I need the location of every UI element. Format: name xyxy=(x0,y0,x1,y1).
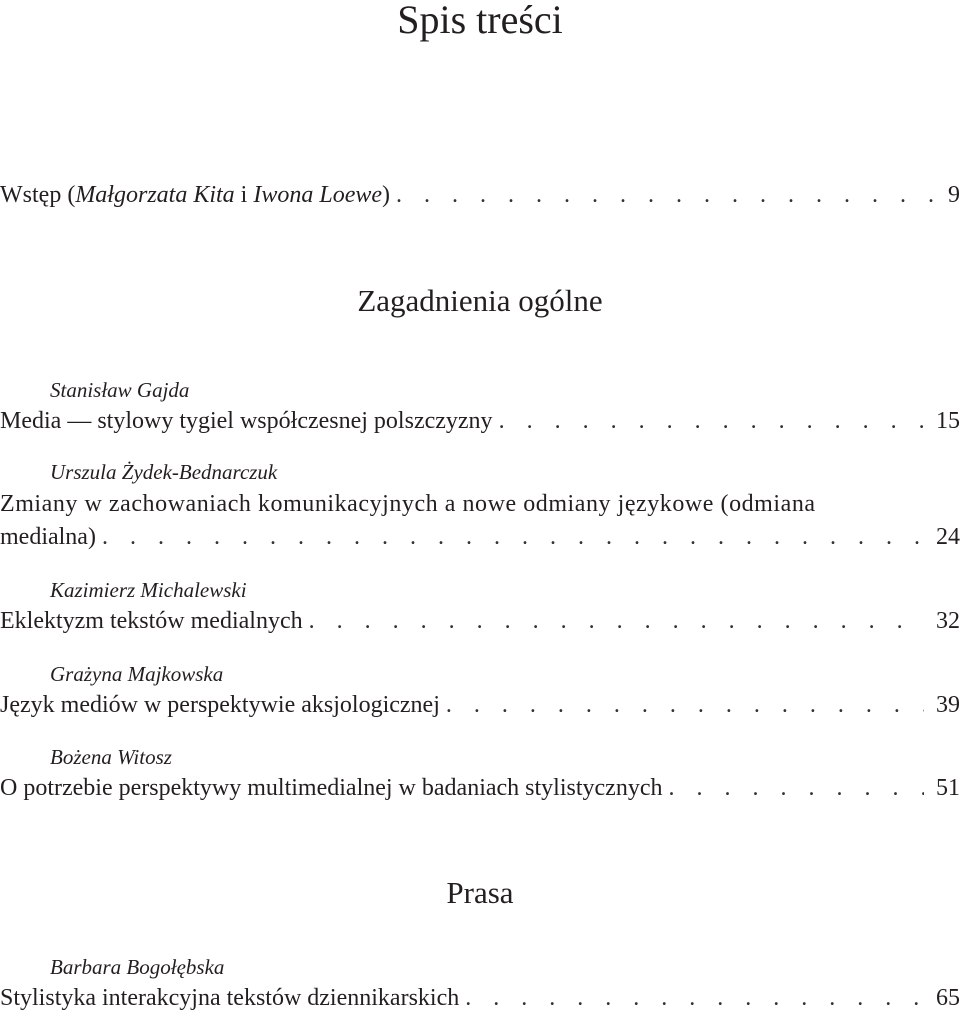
entry-title: Język mediów w perspektywie aksjologicznej xyxy=(0,692,440,718)
entry-title: O potrzebie perspektywy multimedialnej w badaniach stylistycznych xyxy=(0,775,663,801)
toc-entry[interactable] xyxy=(0,690,960,720)
page-number: 32 xyxy=(936,608,960,634)
entry-title-line: Zmiany w zachowaniach komunikacyjnych a nowe odmiany językowe (odmiana xyxy=(0,491,816,517)
entry-author: Urszula Żydek-Bednarczuk xyxy=(50,460,278,484)
page-number: 65 xyxy=(936,985,960,1011)
author-name: Małgorzata Kita xyxy=(75,182,235,208)
entry-title-line: medialna) xyxy=(0,524,96,550)
dot-leader xyxy=(499,406,924,436)
dot-leader xyxy=(446,690,924,720)
dot-leader xyxy=(102,522,924,552)
toc-entry[interactable] xyxy=(0,773,960,803)
toc-entry[interactable] xyxy=(0,606,960,636)
page-number: 39 xyxy=(936,692,960,718)
page-number: 51 xyxy=(936,775,960,801)
dot-leader xyxy=(668,773,924,803)
page-number: 9 xyxy=(948,182,960,208)
entry-author: Bożena Witosz xyxy=(50,745,172,769)
toc-entry[interactable] xyxy=(0,489,960,552)
toc-entry[interactable] xyxy=(0,983,960,1013)
entry-title: Wstęp (Małgorzata Kita i Iwona Loewe) xyxy=(0,182,391,208)
entry-author: Kazimierz Michalewski xyxy=(50,578,247,602)
section-heading: Prasa xyxy=(446,875,514,910)
entry-author: Barbara Bogołębska xyxy=(50,955,225,979)
toc-entry[interactable] xyxy=(0,406,960,436)
page-title: Spis treści xyxy=(397,0,563,42)
dot-leader xyxy=(465,983,924,1013)
page-number: 24 xyxy=(936,524,960,550)
dot-leader xyxy=(309,606,924,636)
entry-author: Stanisław Gajda xyxy=(50,378,190,402)
entry-title: Stylistyka interakcyjna tekstów dziennikarskich xyxy=(0,985,460,1011)
entry-title: Eklektyzm tekstów medialnych xyxy=(0,608,303,634)
entry-author: Grażyna Majkowska xyxy=(50,662,224,686)
author-name: Iwona Loewe xyxy=(253,182,383,208)
page-number: 15 xyxy=(936,408,960,434)
section-heading: Zagadnienia ogólne xyxy=(357,283,603,318)
dot-leader xyxy=(396,180,936,210)
entry-title: Media — stylowy tygiel współczesnej polszczyzny xyxy=(0,408,493,434)
toc-entry-intro[interactable] xyxy=(0,180,960,210)
